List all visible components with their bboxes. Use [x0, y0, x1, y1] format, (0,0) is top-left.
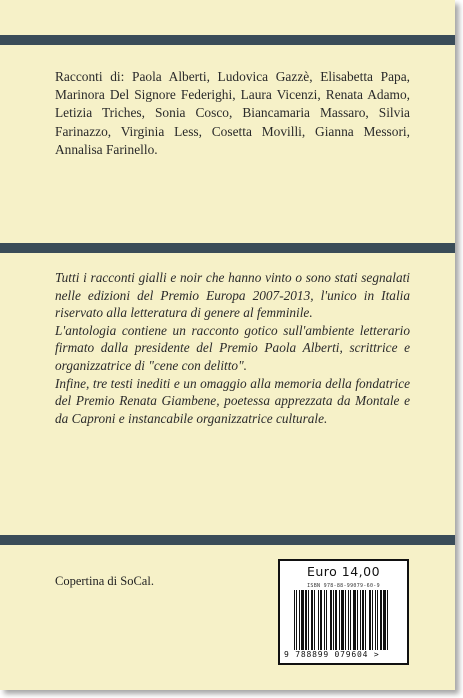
bottom-band — [0, 535, 455, 545]
top-band — [0, 35, 455, 45]
price-barcode-box — [278, 559, 409, 665]
blurb — [55, 269, 410, 427]
price-label: Euro 14,00 — [306, 564, 381, 579]
ean-number: 9 788899 079604 > — [284, 650, 380, 659]
isbn-label: ISBN 978-88-99079-60-9 — [307, 583, 380, 589]
blurb-paragraph-1: Tutti i racconti gialli e noir che hanno vinto o sono stati segnalati nelle edizioni del Premio Europa 2007-2013, l'unico in Italia riservato alla letteratura di genere al femminile. — [55, 270, 410, 321]
blurb-paragraph-2: L'antologia contiene un racconto gotico sull'ambiente letterario firmato dalla presidente del Premio Paola Alberti, scrittrice e organizzatrice di "cene con delitto". — [55, 322, 410, 373]
authors-list: Racconti di: Paola Alberti, Ludovica Gazzè, Elisabetta Papa, Marinora Del Signore Federighi, Laura Vicenzi, Renata Adamo, Letizia Triches, Sonia Cosco, Biancamaria Massaro, Silvia Farinazzo, Virginia Less, Cosetta Movilli, Gianna Messori, Annalisa Farinello. — [55, 69, 410, 157]
barcode-icon — [294, 590, 395, 650]
cover-credit: Copertina di SoCal. — [55, 574, 154, 588]
middle-band — [0, 243, 455, 253]
blurb-paragraph-3: Infine, tre testi inediti e un omaggio alla memoria della fondatrice del Premio Renata Giambene, poetessa apprezzata da Montale e da Caproni e instancabile organizzatrice culturale. — [55, 375, 410, 426]
